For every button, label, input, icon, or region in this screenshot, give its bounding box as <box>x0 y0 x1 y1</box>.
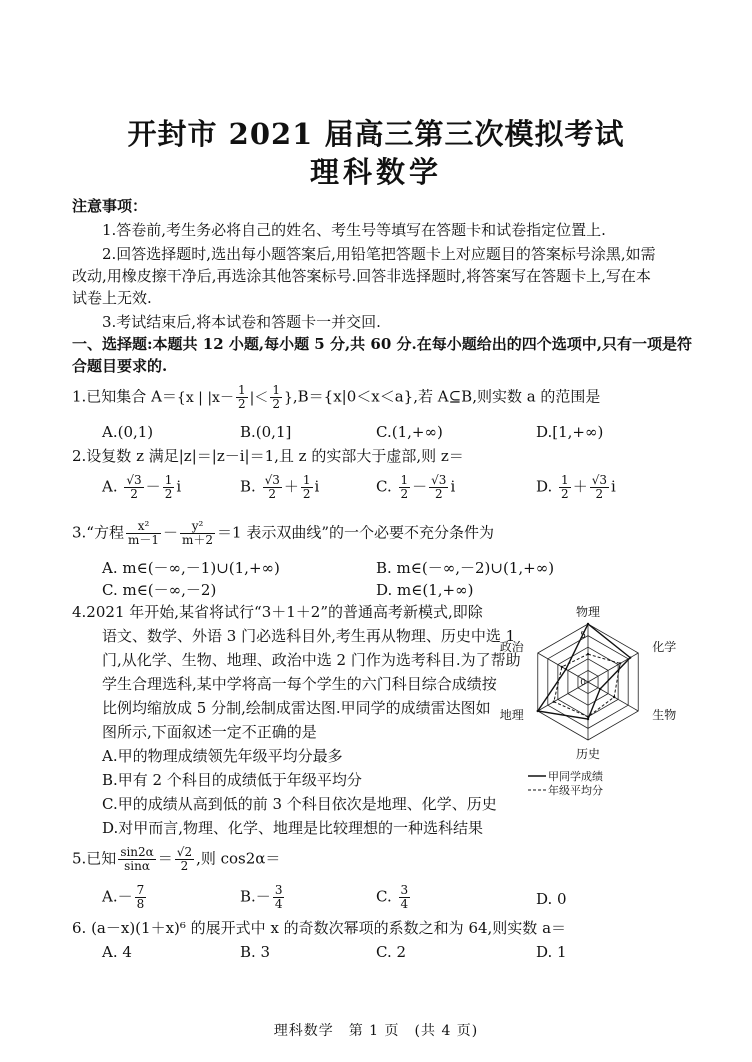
q3-option-d: D. m∈(1,+∞) <box>376 581 474 599</box>
q1-option-d: D.[1,+∞) <box>536 423 604 441</box>
q4-line-1: 4.2021 年开始,某省将试行“3＋1＋2”的普通高考新模式,即除 <box>72 603 483 621</box>
notice-heading: 注意事项： <box>72 197 148 215</box>
exam-title: 开封市 2021 届高三第三次模拟考试 <box>127 117 625 151</box>
radar-point-1-3 <box>587 716 589 718</box>
radar-series-1 <box>554 654 620 717</box>
radar-chart <box>500 598 700 808</box>
q1-option-a: A.(0,1) <box>102 423 154 441</box>
radar-point-0-5 <box>565 668 567 670</box>
q5-option-a: A.－ $\frac{7}{8}$ <box>102 883 145 911</box>
notice-item-2-line-1: 2.回答选择题时,选出每小题答案后,用铅笔把答题卡上对应题目的答案标号涂黑,如需 <box>102 245 656 263</box>
q2-option-b: B. $\frac{√3}{2}$ ＋ $\frac{1}{2}$ i <box>240 473 320 501</box>
radar-grid <box>538 624 638 740</box>
notice-item-1: 1.答卷前,考生务必将自己的姓名、考生号等填写在答题卡和试卷指定位置上. <box>102 221 606 239</box>
question-5: 5.已知 $\frac{\sin 2\alpha}{\sin\alpha}$ ＝ $\frac{√2}{2}$ ,则 cos2α＝ <box>72 845 281 873</box>
question-2: 2.设复数 z 满足|z|＝|z－i|＝1,且 z 的实部大于虚部,则 z＝ <box>72 447 464 465</box>
q2-option-a: A. $\frac{√3}{2}$ － $\frac{1}{2}$ i <box>102 473 182 501</box>
radar-point-1-4 <box>553 701 555 703</box>
q1-stem-pre: 1.已知集合 A＝ <box>72 387 177 406</box>
q4-line-5: 比例均缩放成 5 分制,绘制成雷达图.甲同学的成绩雷达图如 <box>102 699 491 717</box>
radar-point-0-2 <box>599 688 601 690</box>
q1-option-c: C.(1,+∞) <box>376 423 443 441</box>
q4-option-c: C.甲的成绩从高到低的前 3 个科目依次是地理、化学、历史 <box>102 795 497 813</box>
radar-axis-label-4: 地理 <box>500 708 524 722</box>
q5-option-b: B.－ $\frac{3}{4}$ <box>240 883 283 911</box>
q4-option-a: A.甲的物理成绩领先年级平均分最多 <box>102 747 343 765</box>
radar-point-0-3 <box>587 718 589 720</box>
notice-item-2-line-3: 试卷上无效. <box>72 289 152 307</box>
radar-axis-label-2: 生物 <box>652 708 677 722</box>
q3-option-c: C. m∈(－∞,－2) <box>102 581 217 599</box>
q6-option-b: B. 3 <box>240 943 271 961</box>
question-3: 3.“方程 $\frac{\text{x²}}{m-1}$ － $\frac{\text{y²}}{m+2}$ ＝1 表示双曲线”的一个必要不充分条件为 <box>72 519 495 547</box>
radar-point-1-2 <box>613 696 615 698</box>
section-heading-line-2: 合题目要求的. <box>72 357 168 375</box>
q4-line-3: 门,从化学、生物、地理、政治中选 2 门作为选考科目.为了帮助 <box>102 651 521 669</box>
q4-line-4: 学生合理选科,某中学将高一每个学生的六门科目综合成绩按 <box>102 675 497 693</box>
section-heading-line-1: 一、选择题:本题共 12 小题,每小题 5 分,共 60 分.在每小题给出的四个选项中,只有一项是符 <box>72 335 692 353</box>
radar-point-1-0 <box>587 653 589 655</box>
radar-point-1-1 <box>619 662 621 664</box>
q6-option-d: D. 1 <box>536 943 567 961</box>
q1-option-b: B.(0,1] <box>240 423 292 441</box>
q5-option-c: C. $\frac{3}{4}$ <box>376 883 409 911</box>
notice-item-3: 3.考试结束后,将本试卷和答题卡一并交回. <box>102 313 381 331</box>
radar-axis-label-1: 化学 <box>652 640 677 654</box>
q1-stem-post: ,B＝{x|0＜x＜a},若 A⊆B,则实数 a 的范围是 <box>292 387 601 406</box>
radar-point-0-1 <box>629 656 631 658</box>
radar-point-0-4 <box>537 710 539 712</box>
q5-option-d: D. 0 <box>536 890 567 908</box>
radar-axis-label-5: 政治 <box>500 640 524 654</box>
radar-axis-label-3: 历史 <box>575 747 601 761</box>
q6-option-c: C. 2 <box>376 943 407 961</box>
notice-item-2-line-2: 改动,用橡皮擦干净后,再选涂其他答案标号.回答非选择题时,将答案写在答题卡上,写在本 <box>72 267 651 285</box>
q4-line-6: 图所示,下面叙述一定不正确的是 <box>102 723 317 741</box>
exam-subject: 理科数学 <box>309 155 442 189</box>
page-footer: 理科数学 第 1 页 (共 4 页) <box>273 1023 479 1039</box>
q4-option-b: B.甲有 2 个科目的成绩低于年级平均分 <box>102 771 362 789</box>
radar-point-0-0 <box>587 623 589 625</box>
q4-option-d: D.对甲而言,物理、化学、地理是比较理想的一种选科结果 <box>102 819 484 837</box>
question-6: 6. (a－x)(1＋x)⁶ 的展开式中 x 的奇数次幂项的系数之和为 64,则实数 a＝ <box>72 919 567 937</box>
radar-tick-label-zero: 0 <box>580 678 586 688</box>
radar-legend-label-1: 年级平均分 <box>548 784 603 797</box>
radar-legend-label-0: 甲同学成绩 <box>548 770 603 783</box>
q3-option-b: B. m∈(－∞,－2)∪(1,+∞) <box>376 559 555 577</box>
q2-option-d: D. $\frac{1}{2}$ ＋ $\frac{√3}{2}$ i <box>536 473 616 501</box>
q2-option-c: C. $\frac{1}{2}$ － $\frac{√3}{2}$ i <box>376 473 456 501</box>
q6-option-a: A. 4 <box>102 943 132 961</box>
radar-axis-label-0: 物理 <box>575 605 601 619</box>
radar-tick-label-max: 5 <box>580 631 586 641</box>
q3-option-a: A. m∈(－∞,－1)∪(1,+∞) <box>102 559 280 577</box>
question-1 <box>72 384 600 411</box>
q4-line-2: 语文、数学、外语 3 门必选科目外,考生再从物理、历史中选 1 <box>102 627 516 645</box>
radar-legend <box>528 769 603 797</box>
q1-set-expression: {x | |x－ $\frac{1}{2}$ |＜ $\frac{1}{2}$ } <box>176 383 293 411</box>
radar-point-1-5 <box>561 666 563 668</box>
